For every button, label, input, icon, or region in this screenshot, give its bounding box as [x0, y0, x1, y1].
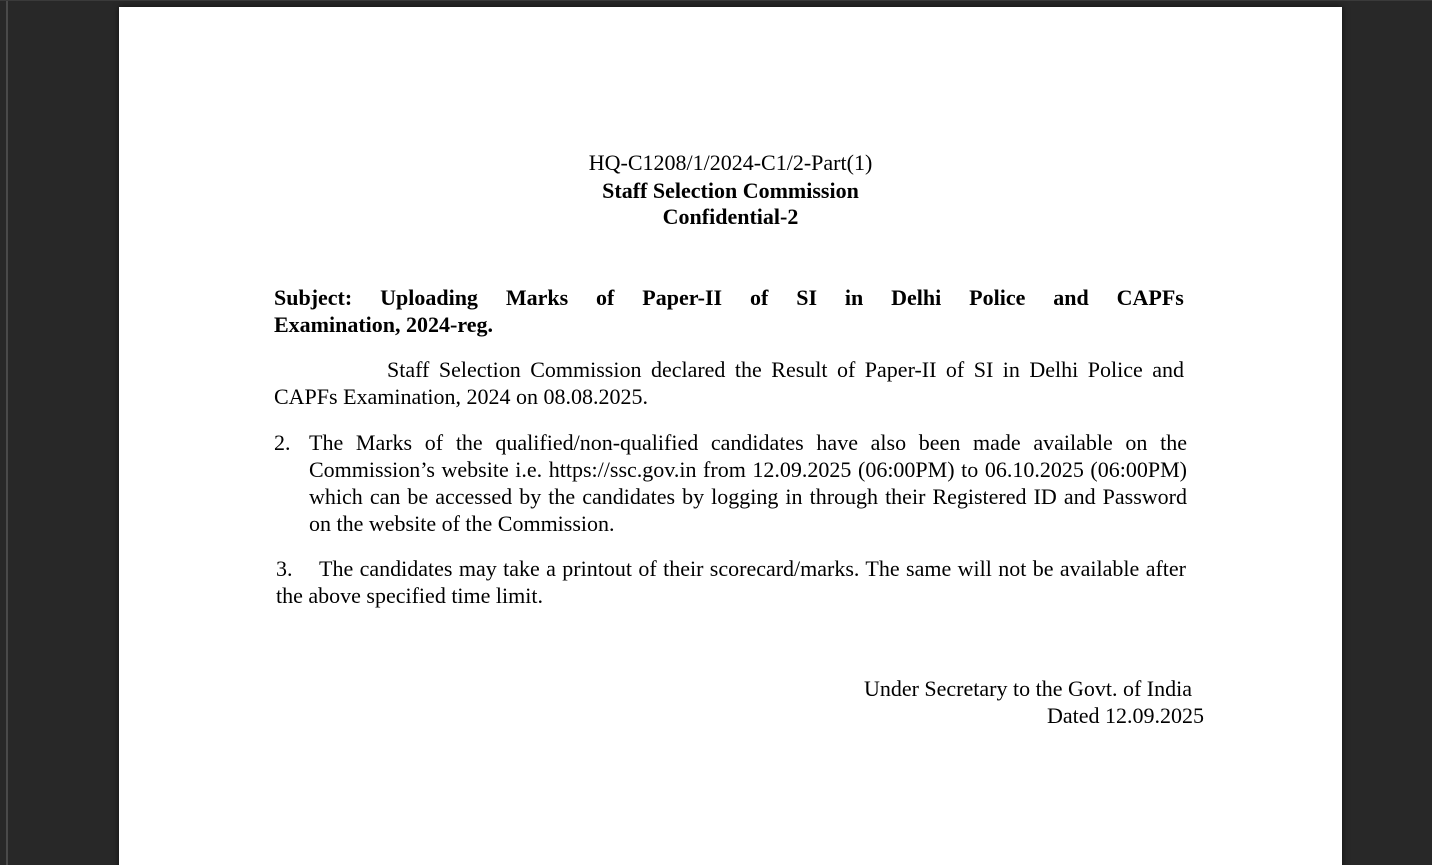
subject-label: Subject:	[274, 285, 353, 310]
subject-word: SI	[796, 285, 818, 310]
subject-word: CAPFs	[1116, 285, 1184, 310]
subject-word: Paper-II	[642, 285, 723, 310]
subject-word: and	[1053, 285, 1089, 310]
paragraph-3	[276, 555, 1186, 609]
subject-word: Police	[969, 285, 1026, 310]
paragraph-number: 3.	[276, 556, 293, 581]
paragraph-2	[274, 429, 1187, 537]
subject-block	[274, 284, 1184, 338]
paragraph-1: Staff Selection Commission declared the Result of Paper-II of SI in Delhi Police and CAPFs Examination, 2024 on 08.08.2025.	[274, 357, 1184, 409]
reference-number: HQ-C1208/1/2024-C1/2-Part(1)	[588, 150, 873, 175]
subject-word: Marks	[505, 285, 569, 310]
document-page	[119, 7, 1342, 865]
subject-word: in	[844, 285, 864, 310]
paragraph-text: The candidates may take a printout of their scorecard/marks. The same will not be available after the above specified time limit.	[276, 556, 1186, 608]
subject-word: Uploading	[380, 285, 478, 310]
subject-word: of	[596, 285, 615, 310]
subject-line-2: Examination, 2024-reg.	[274, 312, 493, 337]
paragraph-number: 2.	[274, 430, 291, 455]
classification-label: Confidential-2	[662, 204, 799, 229]
signature-block	[719, 675, 1204, 729]
paragraph-text: The Marks of the qualified/non-qualified candidates have also been made available on the Commission’s website i.e. https://ssc.gov.in from 12.09.2025 (06:00PM) to 06.10.2025 (06:00PM) which can be accessed by the candidates by logging in through their Registered ID and Password on the website of the Commission.	[309, 430, 1187, 536]
subject-word: Delhi	[891, 285, 942, 310]
viewer-edge-divider	[6, 1, 8, 865]
signature-date: Dated 12.09.2025	[1046, 703, 1204, 728]
signatory-designation: Under Secretary to the Govt. of India	[863, 676, 1192, 701]
subject-word: of	[750, 285, 769, 310]
organization-title: Staff Selection Commission	[602, 178, 859, 203]
subject-line-1	[274, 284, 1184, 311]
